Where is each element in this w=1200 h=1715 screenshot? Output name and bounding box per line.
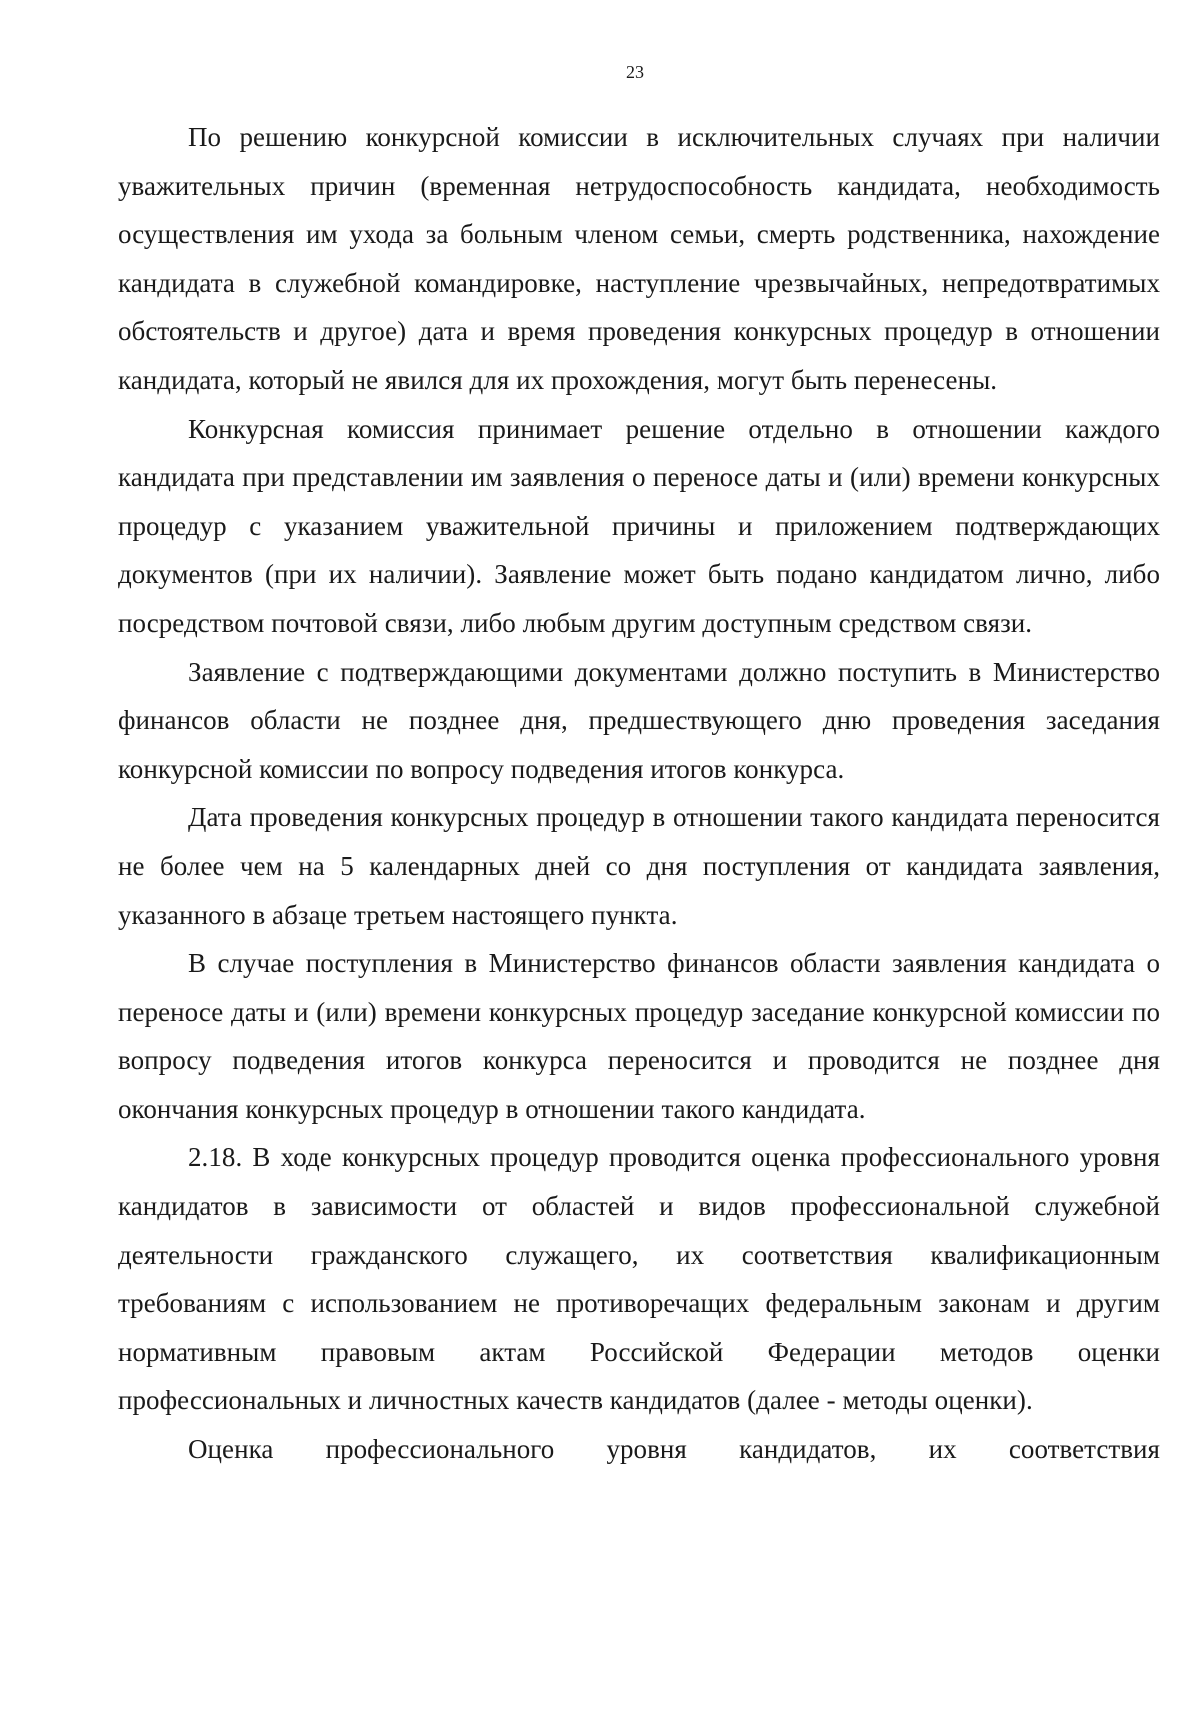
paragraph-rescheduling-grounds: По решению конкурсной комиссии в исключительных случаях при наличии уважительных причин (временная нетрудоспособность кандидата, необходимость осуществления им ухода за больным членом семьи, смерть родственника, нахождение кандидата в служебной командировке, наступление чрезвычайных, непредотвратимых обстоятельств и другое) дата и время проведения конкурсных процедур в отношении кандидата, который не явился для их прохождения, могут быть перенесены. (118, 122, 1160, 395)
document-body (118, 113, 1160, 1474)
paragraph-commission-decision: Конкурсная комиссия принимает решение отдельно в отношении каждого кандидата при представлении им заявления о переносе даты и (или) времени конкурсных процедур с указанием уважительной причины и приложением подтверждающих документов (при их наличии). Заявление может быть подано кандидатом лично, либо посредством почтовой связи, либо любым другим доступным средством связи. (118, 413, 1160, 638)
paragraph-application-deadline: Заявление с подтверждающими документами должно поступить в Министерство финансов области не позднее дня, предшествующего дню проведения заседания конкурсной комиссии по вопросу подведения итогов конкурса. (118, 656, 1160, 784)
paragraph-assessment-continued: Оценка профессионального уровня кандидатов, их соответствия (188, 1434, 1160, 1465)
paragraph-clause-2-18: 2.18. В ходе конкурсных процедур проводится оценка профессионального уровня кандидатов в зависимости от областей и видов профессиональной служебной деятельности гражданского служащего, их соответствия квалификационным требованиям с использованием не противоречащих федеральным законам и другим нормативным правовым актам Российской Федерации методов оценки профессиональных и личностных качеств кандидатов (далее - методы оценки). (118, 1142, 1160, 1416)
paragraph-postponement-limit: Дата проведения конкурсных процедур в отношении такого кандидата переносится не более чем на 5 календарных дней со дня поступления от кандидата заявления, указанного в абзаце третьем настоящего пункта. (118, 802, 1160, 930)
paragraph-meeting-postponement: В случае поступления в Министерство финансов области заявления кандидата о переносе даты и (или) времени конкурсных процедур заседание конкурсной комиссии по вопросу подведения итогов конкурса переносится и проводится не позднее дня окончания конкурсных процедур в отношении такого кандидата. (118, 948, 1160, 1124)
page-number: 23 (626, 62, 644, 82)
